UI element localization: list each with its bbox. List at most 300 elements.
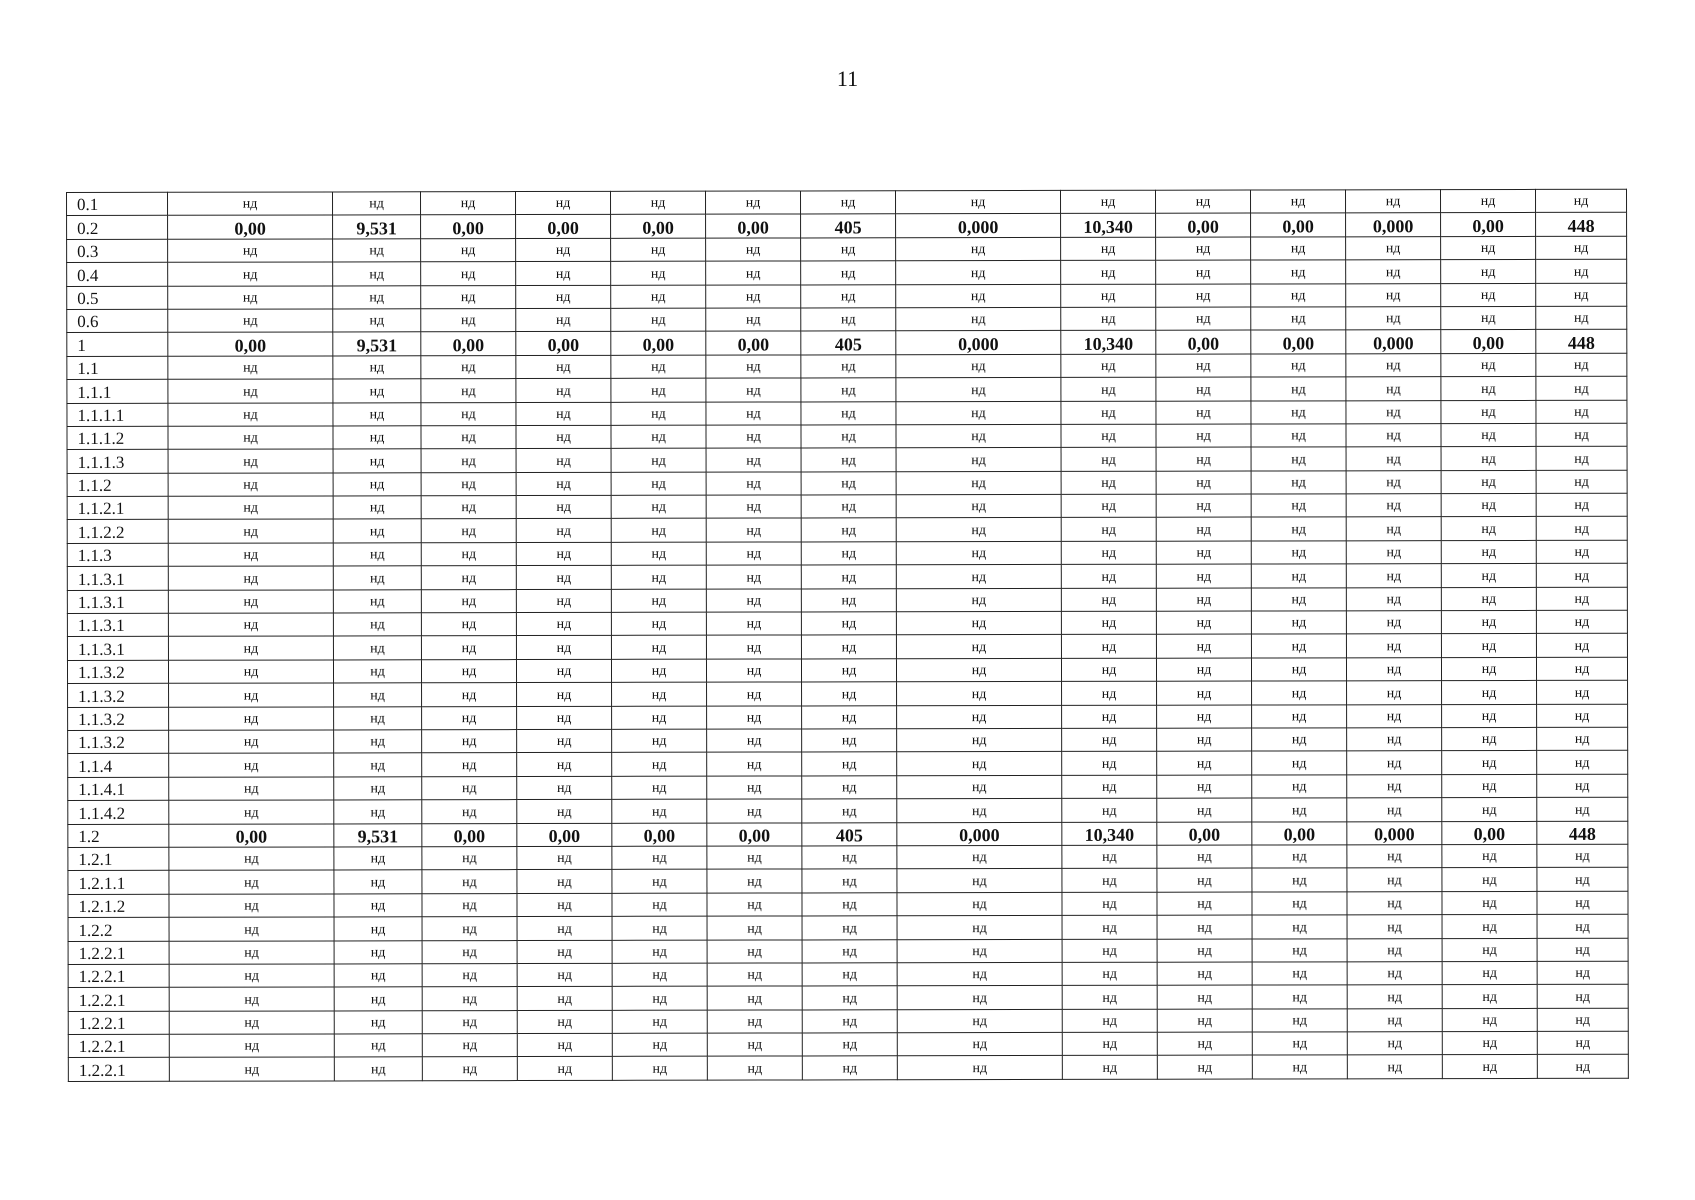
table-cell: нд: [1347, 868, 1442, 892]
table-cell: нд: [1441, 657, 1536, 681]
table-cell: нд: [1157, 775, 1252, 799]
table-cell: нд: [1157, 751, 1252, 775]
table-cell: нд: [421, 355, 516, 379]
table-cell: нд: [1441, 377, 1536, 401]
table-cell: нд: [1536, 563, 1627, 587]
table-cell: нд: [333, 449, 421, 473]
table-row: [67, 306, 1627, 333]
table-cell: нд: [334, 870, 422, 894]
table-cell: нд: [1251, 283, 1346, 307]
table-cell: нд: [1061, 424, 1156, 448]
table-cell: нд: [1252, 1032, 1347, 1056]
table-cell: нд: [1251, 447, 1346, 471]
table-cell: нд: [1442, 751, 1537, 775]
table-cell: нд: [517, 753, 612, 777]
row-label: 1: [67, 333, 168, 357]
table-cell: нд: [422, 987, 517, 1011]
table-cell: нд: [421, 542, 516, 566]
table-cell: нд: [706, 589, 801, 613]
table-cell: нд: [895, 190, 1060, 214]
table-cell: нд: [1347, 1008, 1442, 1032]
table-cell: нд: [802, 1009, 897, 1033]
table-cell: нд: [611, 285, 706, 309]
row-label: 1.1.1.2: [67, 426, 168, 450]
table-cell: нд: [1441, 610, 1536, 634]
table-cell: нд: [421, 285, 516, 309]
table-cell: нд: [422, 893, 517, 917]
table-cell: 0,00: [421, 215, 516, 239]
table-cell: 0,00: [516, 215, 611, 239]
table-cell: нд: [1441, 283, 1536, 307]
table-cell: нд: [1156, 564, 1251, 588]
table-cell: 9,531: [334, 823, 422, 847]
table-cell: нд: [169, 1057, 334, 1081]
table-cell: нд: [516, 402, 611, 426]
table-cell: нд: [897, 799, 1062, 823]
table-cell: нд: [1347, 845, 1442, 869]
table-cell: нд: [1441, 493, 1536, 517]
table-cell: нд: [1061, 611, 1156, 635]
table-cell: нд: [707, 1010, 802, 1034]
row-label: 1.1.3: [67, 543, 168, 567]
row-label: 1.1.1.1: [67, 403, 168, 427]
table-cell: нд: [1346, 540, 1441, 564]
table-row: [67, 447, 1627, 474]
table-cell: нд: [611, 472, 706, 496]
table-cell: нд: [707, 846, 802, 870]
table-cell: нд: [1536, 236, 1627, 260]
table-cell: нд: [1252, 681, 1347, 705]
table-cell: нд: [1156, 541, 1251, 565]
table-cell: нд: [1536, 306, 1627, 330]
table-cell: нд: [1346, 634, 1441, 658]
table-cell: нд: [1157, 1032, 1252, 1056]
table-cell: нд: [1441, 470, 1536, 494]
table-cell: нд: [333, 402, 421, 426]
table-cell: нд: [1061, 284, 1156, 308]
table-cell: нд: [707, 939, 802, 963]
table-cell: нд: [1442, 1008, 1537, 1032]
table-cell: нд: [896, 565, 1061, 589]
table-cell: нд: [422, 846, 517, 870]
table-cell: нд: [1536, 517, 1627, 541]
table-cell: нд: [1157, 892, 1252, 916]
table-cell: нд: [516, 636, 611, 660]
table-cell: нд: [1252, 845, 1347, 869]
table-cell: нд: [1441, 306, 1536, 330]
table-cell: нд: [421, 636, 516, 660]
table-cell: нд: [1442, 1055, 1537, 1079]
table-cell: нд: [802, 939, 897, 963]
table-cell: нд: [169, 1011, 334, 1035]
table-cell: нд: [1537, 938, 1628, 962]
table-row: [68, 868, 1628, 895]
row-label: 1.2: [68, 824, 169, 848]
table-cell: нд: [801, 612, 896, 636]
table-cell: нд: [168, 286, 333, 310]
table-cell: нд: [1442, 891, 1537, 915]
table-cell: нд: [1536, 259, 1627, 283]
table-row: [67, 587, 1627, 614]
table-cell: нд: [611, 238, 706, 262]
table-cell: 0,00: [706, 331, 801, 355]
table-cell: нд: [1347, 985, 1442, 1009]
table-cell: 0,00: [516, 332, 611, 356]
table-cell: нд: [706, 238, 801, 262]
table-cell: нд: [801, 238, 896, 262]
table-row: [68, 1055, 1628, 1082]
table-cell: нд: [334, 917, 422, 941]
table-cell: нд: [169, 800, 334, 824]
table-cell: нд: [707, 869, 802, 893]
table-cell: нд: [612, 1010, 707, 1034]
table-cell: нд: [169, 917, 334, 941]
table-cell: нд: [1537, 751, 1628, 775]
table-cell: нд: [611, 448, 706, 472]
table-cell: нд: [896, 261, 1061, 285]
table-cell: 0,00: [1251, 213, 1346, 237]
table-cell: нд: [1251, 354, 1346, 378]
table-cell: нд: [422, 870, 517, 894]
table-cell: нд: [1346, 353, 1441, 377]
table-cell: нд: [1441, 260, 1536, 284]
table-cell: 9,531: [333, 215, 421, 239]
table-cell: нд: [707, 986, 802, 1010]
row-label: 1.2.2.1: [68, 1034, 169, 1058]
table-cell: 405: [801, 331, 896, 355]
table-cell: нд: [896, 518, 1061, 542]
table-cell: нд: [1061, 518, 1156, 542]
table-cell: нд: [334, 1010, 422, 1034]
table-cell: нд: [168, 473, 333, 497]
table-cell: нд: [1536, 423, 1627, 447]
table-cell: нд: [422, 1010, 517, 1034]
table-cell: нд: [334, 1057, 422, 1081]
table-cell: нд: [802, 1056, 897, 1080]
table-cell: нд: [422, 963, 517, 987]
table-cell: нд: [517, 846, 612, 870]
table-cell: нд: [1061, 635, 1156, 659]
table-cell: нд: [1536, 470, 1627, 494]
table-cell: 0,00: [611, 215, 706, 239]
table-cell: нд: [1441, 353, 1536, 377]
row-label: 1.1.3.1: [67, 613, 168, 637]
table-cell: нд: [802, 869, 897, 893]
row-label: 1.1.4.2: [68, 800, 169, 824]
table-cell: нд: [611, 495, 706, 519]
table-cell: нд: [896, 284, 1061, 308]
table-cell: нд: [611, 402, 706, 426]
table-cell: нд: [611, 612, 706, 636]
table-cell: нд: [517, 683, 612, 707]
table-cell: нд: [1062, 985, 1157, 1009]
table-cell: нд: [517, 940, 612, 964]
table-cell: нд: [1156, 447, 1251, 471]
table-cell: нд: [707, 752, 802, 776]
table-cell: нд: [333, 262, 421, 286]
table-cell: нд: [1251, 541, 1346, 565]
table-cell: нд: [707, 729, 802, 753]
table-cell: 0,00: [1251, 330, 1346, 354]
table-cell: нд: [421, 519, 516, 543]
table-cell: нд: [333, 566, 421, 590]
table-cell: нд: [516, 449, 611, 473]
table-cell: нд: [516, 519, 611, 543]
table-cell: нд: [1251, 634, 1346, 658]
table-cell: 0,00: [168, 215, 333, 239]
table-cell: нд: [1156, 494, 1251, 518]
table-cell: 0,00: [1441, 330, 1536, 354]
table-cell: нд: [168, 262, 333, 286]
table-cell: нд: [516, 262, 611, 286]
row-label: 0.3: [67, 239, 168, 263]
row-label: 1.2.2.1: [68, 964, 169, 988]
table-cell: нд: [1442, 727, 1537, 751]
table-cell: нд: [1536, 657, 1627, 681]
table-cell: нд: [422, 683, 517, 707]
table-cell: нд: [168, 543, 333, 567]
table-cell: нд: [516, 425, 611, 449]
table-cell: нд: [169, 987, 334, 1011]
table-cell: нд: [422, 753, 517, 777]
table-cell: нд: [612, 776, 707, 800]
row-label: 1.1.1: [67, 379, 168, 403]
table-cell: нд: [421, 589, 516, 613]
row-label: 1.2.1.1: [68, 871, 169, 895]
table-cell: нд: [516, 355, 611, 379]
table-cell: нд: [706, 542, 801, 566]
row-label: 1.1.3.1: [67, 567, 168, 591]
table-row: [67, 517, 1627, 544]
table-cell: нд: [1251, 564, 1346, 588]
table-cell: нд: [168, 660, 333, 684]
table-cell: нд: [802, 986, 897, 1010]
table-cell: нд: [611, 542, 706, 566]
table-cell: нд: [897, 892, 1062, 916]
table-cell: нд: [1157, 798, 1252, 822]
table-cell: нд: [422, 776, 517, 800]
table-cell: нд: [1345, 190, 1440, 214]
table-cell: нд: [1537, 1031, 1628, 1055]
table-cell: нд: [334, 683, 422, 707]
table-cell: нд: [611, 425, 706, 449]
table-cell: нд: [1442, 938, 1537, 962]
table-cell: нд: [1346, 470, 1441, 494]
table-cell: нд: [896, 471, 1061, 495]
table-cell: нд: [706, 308, 801, 332]
table-cell: 0,000: [897, 822, 1062, 846]
table-cell: нд: [1156, 611, 1251, 635]
table-cell: нд: [517, 893, 612, 917]
table-cell: нд: [333, 636, 421, 660]
table-cell: нд: [1251, 237, 1346, 261]
table-cell: нд: [801, 635, 896, 659]
table-cell: нд: [801, 471, 896, 495]
table-cell: нд: [1441, 236, 1536, 260]
table-cell: нд: [897, 1032, 1062, 1056]
table-cell: нд: [1062, 1032, 1157, 1056]
table-cell: нд: [1060, 190, 1155, 214]
table-row: [68, 680, 1628, 707]
table-cell: нд: [1157, 962, 1252, 986]
table-cell: нд: [1061, 237, 1156, 261]
table-cell: нд: [422, 1034, 517, 1058]
table-cell: нд: [1156, 260, 1251, 284]
table-cell: нд: [1061, 494, 1156, 518]
table-cell: нд: [1346, 400, 1441, 424]
table-cell: нд: [334, 753, 422, 777]
table-cell: нд: [1252, 751, 1347, 775]
table-cell: нд: [1347, 681, 1442, 705]
table-cell: 405: [802, 822, 897, 846]
table-row: [68, 891, 1628, 918]
table-cell: нд: [334, 847, 422, 871]
table-cell: нд: [1251, 494, 1346, 518]
table-cell: нд: [422, 800, 517, 824]
table-row: [67, 540, 1627, 567]
table-cell: нд: [801, 588, 896, 612]
row-label: 1.1: [67, 356, 168, 380]
table-cell: нд: [516, 612, 611, 636]
table-cell: нд: [1156, 377, 1251, 401]
table-cell: нд: [1442, 681, 1537, 705]
table-cell: нд: [707, 963, 802, 987]
table-cell: нд: [612, 893, 707, 917]
table-cell: нд: [897, 986, 1062, 1010]
table-cell: нд: [897, 775, 1062, 799]
table-cell: нд: [1251, 260, 1346, 284]
table-cell: нд: [1347, 962, 1442, 986]
table-cell: нд: [1251, 611, 1346, 635]
table-cell: нд: [896, 611, 1061, 635]
table-cell: нд: [168, 239, 333, 263]
table-cell: нд: [1252, 775, 1347, 799]
table-cell: нд: [802, 892, 897, 916]
table-cell: нд: [421, 449, 516, 473]
table-cell: нд: [897, 682, 1062, 706]
table-cell: нд: [1347, 774, 1442, 798]
table-cell: нд: [1442, 868, 1537, 892]
table-cell: нд: [169, 870, 334, 894]
table-cell: нд: [1252, 892, 1347, 916]
table-cell: нд: [802, 963, 897, 987]
table-cell: нд: [611, 636, 706, 660]
table-row: [67, 470, 1627, 497]
table-cell: нд: [1346, 236, 1441, 260]
table-cell: нд: [1536, 493, 1627, 517]
table-cell: нд: [1536, 610, 1627, 634]
table-cell: нд: [1347, 728, 1442, 752]
table-cell: нд: [1061, 541, 1156, 565]
table-cell: 448: [1536, 213, 1627, 237]
table-cell: нд: [1347, 1055, 1442, 1079]
table-row: [67, 610, 1627, 637]
table-cell: 0,00: [707, 823, 802, 847]
table-cell: нд: [707, 1056, 802, 1080]
table-cell: нд: [422, 1057, 517, 1081]
table-row: [68, 938, 1628, 965]
table-cell: нд: [168, 356, 333, 380]
table-cell: нд: [169, 894, 334, 918]
table-cell: нд: [896, 378, 1061, 402]
table-cell: нд: [169, 940, 334, 964]
table-cell: нд: [896, 448, 1061, 472]
table-cell: 0,00: [517, 823, 612, 847]
table-cell: нд: [612, 706, 707, 730]
table-cell: нд: [169, 707, 334, 731]
table-cell: нд: [612, 729, 707, 753]
table-cell: нд: [168, 566, 333, 590]
table-row: [68, 704, 1628, 731]
table-cell: нд: [333, 426, 421, 450]
table-cell: нд: [168, 449, 333, 473]
table-cell: 0,00: [1442, 821, 1537, 845]
table-cell: нд: [1346, 494, 1441, 518]
table-cell: нд: [1157, 845, 1252, 869]
table-cell: нд: [421, 425, 516, 449]
table-cell: нд: [896, 635, 1061, 659]
table-cell: нд: [333, 613, 421, 637]
table-cell: нд: [1252, 1008, 1347, 1032]
table-cell: нд: [707, 776, 802, 800]
table-cell: нд: [1156, 588, 1251, 612]
table-cell: нд: [1537, 914, 1628, 938]
table-cell: нд: [1062, 1009, 1157, 1033]
table-cell: 0,00: [1441, 213, 1536, 237]
table-cell: 10,340: [1062, 822, 1157, 846]
table-cell: нд: [1442, 774, 1537, 798]
table-cell: 405: [801, 214, 896, 238]
table-cell: нд: [1156, 284, 1251, 308]
table-row: [68, 1031, 1628, 1058]
table-row: [68, 985, 1628, 1012]
table-cell: нд: [1441, 517, 1536, 541]
table-cell: 0,00: [611, 332, 706, 356]
table-cell: нд: [707, 893, 802, 917]
table-cell: нд: [611, 659, 706, 683]
table-cell: нд: [706, 425, 801, 449]
table-cell: нд: [422, 917, 517, 941]
table-cell: нд: [168, 192, 333, 216]
table-cell: нд: [1061, 564, 1156, 588]
table-cell: нд: [611, 355, 706, 379]
table-cell: нд: [1062, 681, 1157, 705]
row-label: 1.2.2: [68, 917, 169, 941]
table-cell: 0,000: [896, 214, 1061, 238]
table-cell: нд: [1536, 634, 1627, 658]
table-cell: нд: [421, 379, 516, 403]
table-cell: 10,340: [1061, 331, 1156, 355]
table-cell: нд: [1537, 774, 1628, 798]
table-cell: нд: [897, 962, 1062, 986]
table-cell: 0,000: [1346, 330, 1441, 354]
table-cell: нд: [611, 378, 706, 402]
table-cell: нд: [517, 1033, 612, 1057]
table-cell: нд: [1156, 517, 1251, 541]
table-cell: нд: [896, 401, 1061, 425]
table-cell: 0,000: [1346, 213, 1441, 237]
table-row: [67, 236, 1627, 263]
row-label: 1.1.4: [68, 754, 169, 778]
table-cell: нд: [611, 565, 706, 589]
table-cell: нд: [896, 541, 1061, 565]
table-cell: нд: [802, 752, 897, 776]
row-label: 1.2.2.1: [68, 1011, 169, 1035]
table-cell: нд: [896, 424, 1061, 448]
table-cell: нд: [1537, 797, 1628, 821]
table-cell: нд: [1441, 447, 1536, 471]
row-label: 1.1.3.2: [68, 707, 169, 731]
